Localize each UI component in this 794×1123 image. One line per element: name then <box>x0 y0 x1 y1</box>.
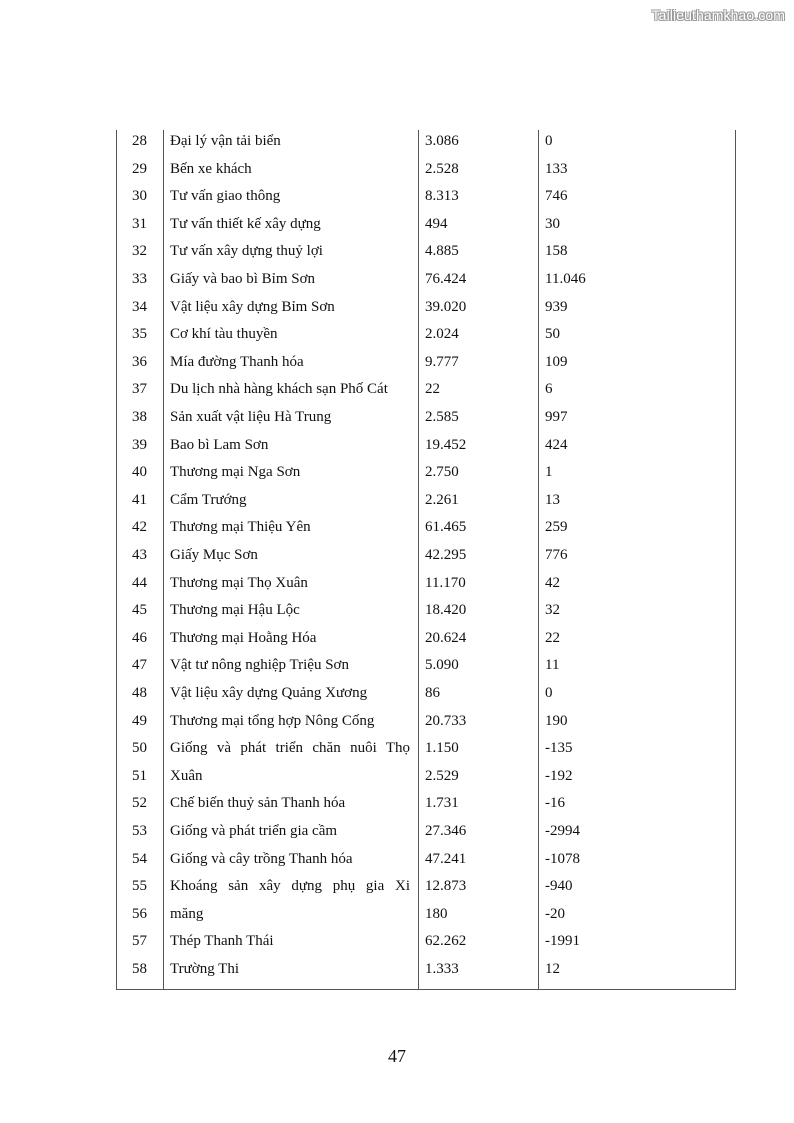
value-column-2: -16 <box>545 795 565 812</box>
row-number: 37 <box>132 381 147 398</box>
value-column-1: 42.295 <box>425 547 467 563</box>
row-number: 38 <box>132 409 147 425</box>
row-number: 48 <box>132 685 147 701</box>
value-column-2: -20 <box>545 905 565 922</box>
row-number: 51 <box>132 767 147 784</box>
value-column-1: 20.624 <box>425 629 467 646</box>
row-number: 53 <box>132 823 147 839</box>
value-column-2: 424 <box>545 436 568 453</box>
value-column-1: 62.262 <box>425 933 467 950</box>
value-column-1: 5.090 <box>425 657 459 674</box>
company-name: Vật liệu xây dựng Bỉm Sơn <box>170 298 335 315</box>
value-column-1: 19.452 <box>425 436 467 453</box>
table-row <box>116 459 736 487</box>
table-row <box>116 156 736 184</box>
row-number: 40 <box>132 464 147 481</box>
row-number: 44 <box>132 574 147 591</box>
company-name: Giống và phát triển chăn nuôi Thọ <box>170 740 410 757</box>
table-row <box>116 294 736 322</box>
table-row <box>116 321 736 349</box>
company-name: Sản xuất vật liệu Hà Trung <box>170 409 332 425</box>
value-column-1: 20.733 <box>425 712 467 729</box>
row-number: 50 <box>132 740 147 757</box>
table-row <box>116 928 736 956</box>
value-column-1: 86 <box>425 685 440 701</box>
table-row <box>116 128 736 156</box>
company-name: Trường Thi <box>170 961 240 977</box>
table-row <box>116 625 736 653</box>
row-number: 58 <box>132 961 147 977</box>
value-column-1: 2.528 <box>425 160 459 177</box>
value-column-2: 158 <box>545 243 568 260</box>
value-column-2: -2994 <box>545 823 580 839</box>
row-number: 52 <box>132 795 147 812</box>
value-column-2: 190 <box>545 712 568 729</box>
page-number: 47 <box>388 1046 406 1066</box>
company-name: Thép Thanh Thái <box>170 933 274 950</box>
table-row <box>116 597 736 625</box>
table-row <box>116 680 736 708</box>
row-number: 45 <box>132 602 147 619</box>
value-column-1: 11.170 <box>425 574 466 591</box>
value-column-1: 22 <box>425 381 440 398</box>
table-row <box>116 404 736 432</box>
table-row <box>116 238 736 266</box>
row-number: 39 <box>132 436 147 453</box>
table-row <box>116 846 736 874</box>
value-column-1: 2.024 <box>425 326 459 343</box>
table-row <box>116 818 736 846</box>
value-column-2: -940 <box>545 878 573 895</box>
watermark: Tailieuthamkhao.com <box>651 7 785 23</box>
value-column-1: 494 <box>425 215 448 232</box>
row-number: 30 <box>132 188 147 205</box>
company-name: Thương mại Nga Sơn <box>170 464 301 481</box>
row-number: 29 <box>132 160 147 177</box>
value-column-1: 61.465 <box>425 519 467 536</box>
value-column-1: 2.529 <box>425 767 459 784</box>
table-row <box>116 432 736 460</box>
table-row <box>116 901 736 929</box>
company-name: Giấy Mục Sơn <box>170 547 258 563</box>
row-number: 57 <box>132 933 147 950</box>
company-name: Bao bì Lam Sơn <box>170 436 269 453</box>
value-column-1: 18.420 <box>425 602 467 619</box>
value-column-2: -1991 <box>545 933 580 950</box>
value-column-1: 9.777 <box>425 353 459 370</box>
value-column-2: 133 <box>545 160 568 177</box>
row-number: 56 <box>132 905 147 922</box>
company-name: Mía đường Thanh hóa <box>170 353 304 370</box>
table-row <box>116 790 736 818</box>
value-column-1: 76.424 <box>425 271 467 287</box>
table-row <box>116 487 736 515</box>
table-row <box>116 349 736 377</box>
value-column-1: 180 <box>425 905 448 922</box>
company-name: Tư vấn xây dựng thuỷ lợi <box>170 243 323 260</box>
row-number: 43 <box>132 547 147 563</box>
value-column-1: 1.150 <box>425 740 459 757</box>
table-row <box>116 956 736 984</box>
value-column-1: 1.333 <box>425 961 459 977</box>
table-row <box>116 735 736 763</box>
value-column-2: 746 <box>545 188 568 205</box>
company-name: Khoáng sản xây dựng phụ gia Xi <box>170 878 410 895</box>
data-table <box>116 130 736 990</box>
value-column-2: -135 <box>545 740 573 757</box>
company-name: Cẩm Trướng <box>170 491 247 508</box>
company-name: Giống và cây trồng Thanh hóa <box>170 850 353 867</box>
value-column-2: 22 <box>545 629 560 646</box>
company-name: Vật liệu xây dựng Quảng Xương <box>170 685 368 701</box>
value-column-2: -1078 <box>545 850 580 867</box>
value-column-2: 50 <box>545 326 560 343</box>
value-column-2: 11 <box>545 657 560 674</box>
row-number: 35 <box>132 326 147 343</box>
company-name: Đại lý vận tải biển <box>170 133 281 149</box>
value-column-2: 1 <box>545 464 553 481</box>
row-number: 49 <box>132 712 147 729</box>
company-name: Du lịch nhà hàng khách sạn Phố Cát <box>170 381 388 398</box>
value-column-2: 42 <box>545 574 560 591</box>
value-column-2: -192 <box>545 767 573 784</box>
value-column-2: 259 <box>545 519 568 536</box>
table-row <box>116 763 736 791</box>
table-row <box>116 708 736 736</box>
company-name: Tư vấn giao thông <box>170 188 281 205</box>
value-column-1: 2.585 <box>425 409 459 425</box>
table-row <box>116 183 736 211</box>
company-name: Thương mại Thọ Xuân <box>170 574 308 591</box>
row-number: 32 <box>132 243 147 260</box>
value-column-1: 12.873 <box>425 878 467 895</box>
value-column-1: 39.020 <box>425 298 467 315</box>
company-name: Thương mại Thiệu Yên <box>170 519 311 536</box>
table-row <box>116 211 736 239</box>
table-row <box>116 570 736 598</box>
company-name: Thương mại Hoằng Hóa <box>170 629 317 646</box>
value-column-1: 4.885 <box>425 243 459 260</box>
company-name: Giống và phát triển gia cầm <box>170 823 338 839</box>
company-name: Cơ khí tàu thuyền <box>170 326 278 343</box>
value-column-2: 30 <box>545 215 560 232</box>
row-number: 31 <box>132 215 147 232</box>
row-number: 33 <box>132 271 147 287</box>
value-column-2: 13 <box>545 491 560 508</box>
row-number: 41 <box>132 491 147 508</box>
value-column-1: 2.261 <box>425 491 459 508</box>
company-name: Bến xe khách <box>170 160 252 177</box>
row-number: 34 <box>132 298 147 315</box>
value-column-2: 32 <box>545 602 560 619</box>
value-column-1: 8.313 <box>425 188 459 205</box>
company-name: Vật tư nông nghiệp Triệu Sơn <box>170 657 349 674</box>
company-name: Giấy và bao bì Bỉm Sơn <box>170 271 316 287</box>
company-name: Thương mại Hậu Lộc <box>170 602 300 619</box>
value-column-2: 776 <box>545 547 568 563</box>
value-column-2: 11.046 <box>545 271 586 287</box>
row-number: 55 <box>132 878 147 895</box>
row-number: 46 <box>132 629 147 646</box>
value-column-1: 27.346 <box>425 823 467 839</box>
value-column-1: 1.731 <box>425 795 459 812</box>
value-column-2: 0 <box>545 685 553 701</box>
table-row <box>116 514 736 542</box>
company-name: Tư vấn thiết kế xây dựng <box>170 215 321 232</box>
company-name: Thương mại tổng hợp Nông Cống <box>170 712 375 729</box>
company-name: Chế biến thuỷ sản Thanh hóa <box>170 795 346 812</box>
value-column-1: 3.086 <box>425 133 459 149</box>
value-column-2: 0 <box>545 133 553 149</box>
value-column-2: 6 <box>545 381 553 398</box>
table-row <box>116 652 736 680</box>
company-name: măng <box>170 905 204 922</box>
row-number: 28 <box>132 133 147 149</box>
row-number: 42 <box>132 519 147 536</box>
value-column-2: 939 <box>545 298 568 315</box>
company-name: Xuân <box>170 767 203 784</box>
value-column-1: 47.241 <box>425 850 467 867</box>
value-column-1: 2.750 <box>425 464 459 481</box>
value-column-2: 12 <box>545 961 560 977</box>
table-row <box>116 542 736 570</box>
row-number: 47 <box>132 657 147 674</box>
table-row <box>116 376 736 404</box>
table-row <box>116 873 736 901</box>
value-column-2: 109 <box>545 353 568 370</box>
row-number: 36 <box>132 353 147 370</box>
value-column-2: 997 <box>545 409 568 425</box>
row-number: 54 <box>132 850 147 867</box>
table-row <box>116 266 736 294</box>
